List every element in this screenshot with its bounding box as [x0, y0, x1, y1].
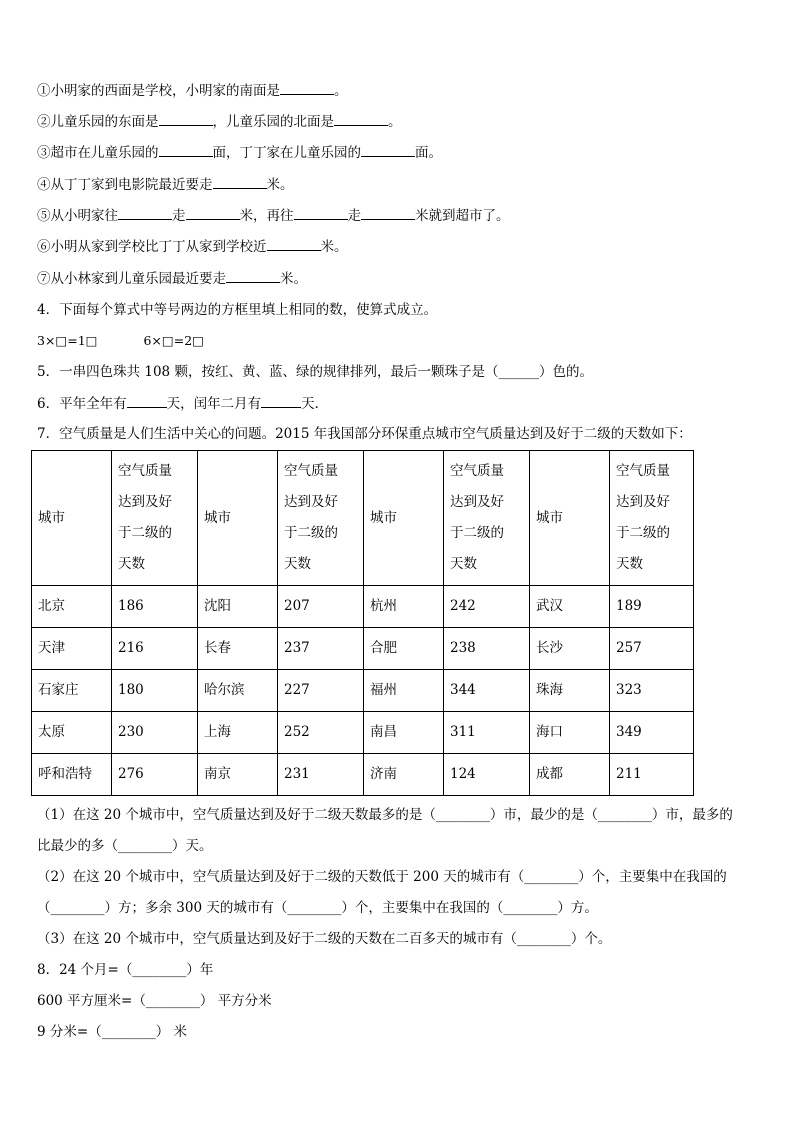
table-row [32, 628, 694, 670]
q3-item-2-suffix: 。 [388, 114, 402, 130]
table-cell: 福州 [364, 670, 444, 712]
answer-blank[interactable] [361, 205, 415, 220]
table-row [32, 670, 694, 712]
table-cell: 252 [278, 712, 364, 754]
q8-line1: 8．24 个月=（________）年 [37, 962, 214, 978]
header-days: 空气质量 达到及好 于二级的 天数 [610, 451, 694, 586]
q3-item-1-suffix: 。 [334, 83, 348, 99]
q3-item-5-suffix: 米就到超市了。 [415, 208, 510, 224]
q7-sub3: （3）在这 20 个城市中，空气质量达到及好于二级的天数在二百多天的城市有（________）个。 [37, 931, 612, 947]
q3-item-1 [37, 80, 348, 101]
header-city: 城市 [530, 451, 610, 586]
table-cell: 344 [444, 670, 530, 712]
q3-item-3-suffix: 面。 [415, 145, 442, 161]
table-cell: 237 [278, 628, 364, 670]
table-cell: 长沙 [530, 628, 610, 670]
answer-blank[interactable] [159, 111, 213, 126]
q3-item-1-text: ①小明家的西面是学校，小明家的南面是 [37, 83, 280, 99]
answer-blank[interactable] [280, 80, 334, 95]
answer-blank[interactable] [118, 205, 172, 220]
q8-line3: 9 分米=（________） 米 [37, 1024, 187, 1040]
answer-blank[interactable] [361, 142, 415, 157]
table-cell: 海口 [530, 712, 610, 754]
q3-item-4 [37, 174, 294, 195]
answer-blank[interactable] [267, 236, 321, 251]
q7-question: 7．空气质量是人们生活中关心的问题。2015 年我国部分环保重点城市空气质量达到及好于二级的天数如下： [37, 426, 692, 442]
table-cell: 323 [610, 670, 694, 712]
q3-item-6-suffix: 米。 [320, 239, 348, 255]
answer-blank[interactable] [127, 393, 167, 408]
q3-item-4-suffix: 米。 [266, 177, 294, 193]
answer-blank[interactable] [213, 174, 267, 189]
header-days: 空气质量 达到及好 于二级的 天数 [112, 451, 198, 586]
table-row [32, 586, 694, 628]
q8-line2: 600 平方厘米=（________） 平方分米 [37, 993, 272, 1009]
q3-item-5-text: ⑤从小明家往 [37, 208, 118, 224]
table-cell: 太原 [32, 712, 112, 754]
q6-question [37, 393, 328, 414]
table-header-row [32, 451, 694, 586]
q3-item-5-text-2: 走 [172, 208, 186, 224]
table-cell: 济南 [364, 754, 444, 796]
table-cell: 230 [112, 712, 198, 754]
q3-item-3 [37, 142, 442, 163]
table-cell: 沈阳 [198, 586, 278, 628]
answer-blank[interactable] [294, 205, 348, 220]
answer-blank[interactable] [334, 111, 388, 126]
table-cell: 124 [444, 754, 530, 796]
q3-item-5 [37, 205, 510, 226]
q3-item-5-text-4: 走 [347, 208, 361, 224]
q3-item-2-text: ②儿童乐园的东面是 [37, 114, 159, 130]
table-cell: 合肥 [364, 628, 444, 670]
header-city: 城市 [198, 451, 278, 586]
table-cell: 成都 [530, 754, 610, 796]
table-cell: 长春 [198, 628, 278, 670]
table-row [32, 712, 694, 754]
q3-item-7-suffix: 米。 [280, 271, 307, 287]
table-cell: 呼和浩特 [32, 754, 112, 796]
table-cell: 哈尔滨 [198, 670, 278, 712]
header-city: 城市 [32, 451, 112, 586]
table-cell: 257 [610, 628, 694, 670]
table-cell: 杭州 [364, 586, 444, 628]
q7-sub2-line1: （2）在这 20 个城市中，空气质量达到及好于二级的天数低于 200 天的城市有（________）个，主要集中在我国的 [37, 869, 727, 885]
table-cell: 北京 [32, 586, 112, 628]
header-days: 空气质量 达到及好 于二级的 天数 [444, 451, 530, 586]
q3-item-3-text-2: 面，丁丁家在儿童乐园的 [212, 145, 361, 161]
answer-blank[interactable] [159, 142, 213, 157]
q4-question: 4．下面每个算式中等号两边的方框里填上相同的数，使算式成立。 [37, 302, 438, 318]
table-cell: 311 [444, 712, 530, 754]
q3-item-7-text: ⑦从小林家到儿童乐园最近要走 [37, 271, 226, 287]
q7-sub2-line2: （________）方；多余 300 天的城市有（________）个，主要集中在我国的（________）方。 [37, 900, 598, 916]
q3-item-7 [37, 268, 307, 289]
table-cell: 南昌 [364, 712, 444, 754]
table-cell: 上海 [198, 712, 278, 754]
q6-text-3: 天． [301, 396, 329, 412]
table-cell: 石家庄 [32, 670, 112, 712]
q4-equations [37, 331, 204, 351]
table-cell: 238 [444, 628, 530, 670]
table-cell: 207 [278, 586, 364, 628]
q3-item-4-text: ④从丁丁家到电影院最近要走 [37, 177, 213, 193]
q4-equation-2: 6×□=2□ [143, 333, 204, 348]
q6-text-2: 天，闰年二月有 [166, 396, 262, 412]
q3-item-5-text-3: 米，再往 [239, 208, 294, 224]
q3-item-6 [37, 236, 348, 257]
q3-item-2-text-2: ，儿童乐园的北面是 [212, 114, 334, 130]
header-days: 空气质量 达到及好 于二级的 天数 [278, 451, 364, 586]
table-cell: 216 [112, 628, 198, 670]
table-cell: 231 [278, 754, 364, 796]
table-cell: 189 [610, 586, 694, 628]
table-cell: 珠海 [530, 670, 610, 712]
table-cell: 180 [112, 670, 198, 712]
table-cell: 211 [610, 754, 694, 796]
table-cell: 南京 [198, 754, 278, 796]
table-cell: 天津 [32, 628, 112, 670]
q7-sub1-line1: （1）在这 20 个城市中，空气质量达到及好于二级天数最多的是（________）市，最少的是（________）市，最多的 [37, 807, 733, 823]
table-cell: 227 [278, 670, 364, 712]
q5-question: 5．一串四色珠共 108 颗，按红、黄、蓝、绿的规律排列，最后一颗珠子是（______）色的。 [37, 364, 593, 380]
q3-item-3-text: ③超市在儿童乐园的 [37, 145, 159, 161]
table-row [32, 754, 694, 796]
air-quality-table [31, 450, 694, 796]
header-city: 城市 [364, 451, 444, 586]
table-cell: 276 [112, 754, 198, 796]
q3-item-6-text: ⑥小明从家到学校比丁丁从家到学校近 [37, 239, 267, 255]
answer-blank[interactable] [186, 205, 240, 220]
table-cell: 武汉 [530, 586, 610, 628]
q4-equation-1: 3×□=1□ [37, 333, 98, 348]
table-cell: 242 [444, 586, 530, 628]
table-cell: 186 [112, 586, 198, 628]
table-cell: 349 [610, 712, 694, 754]
q6-text-1: 6．平年全年有 [37, 396, 127, 412]
q3-item-2 [37, 111, 402, 132]
answer-blank[interactable] [226, 268, 280, 283]
answer-blank[interactable] [261, 393, 301, 408]
q7-sub1-line2: 比最少的多（________）天。 [37, 838, 213, 854]
